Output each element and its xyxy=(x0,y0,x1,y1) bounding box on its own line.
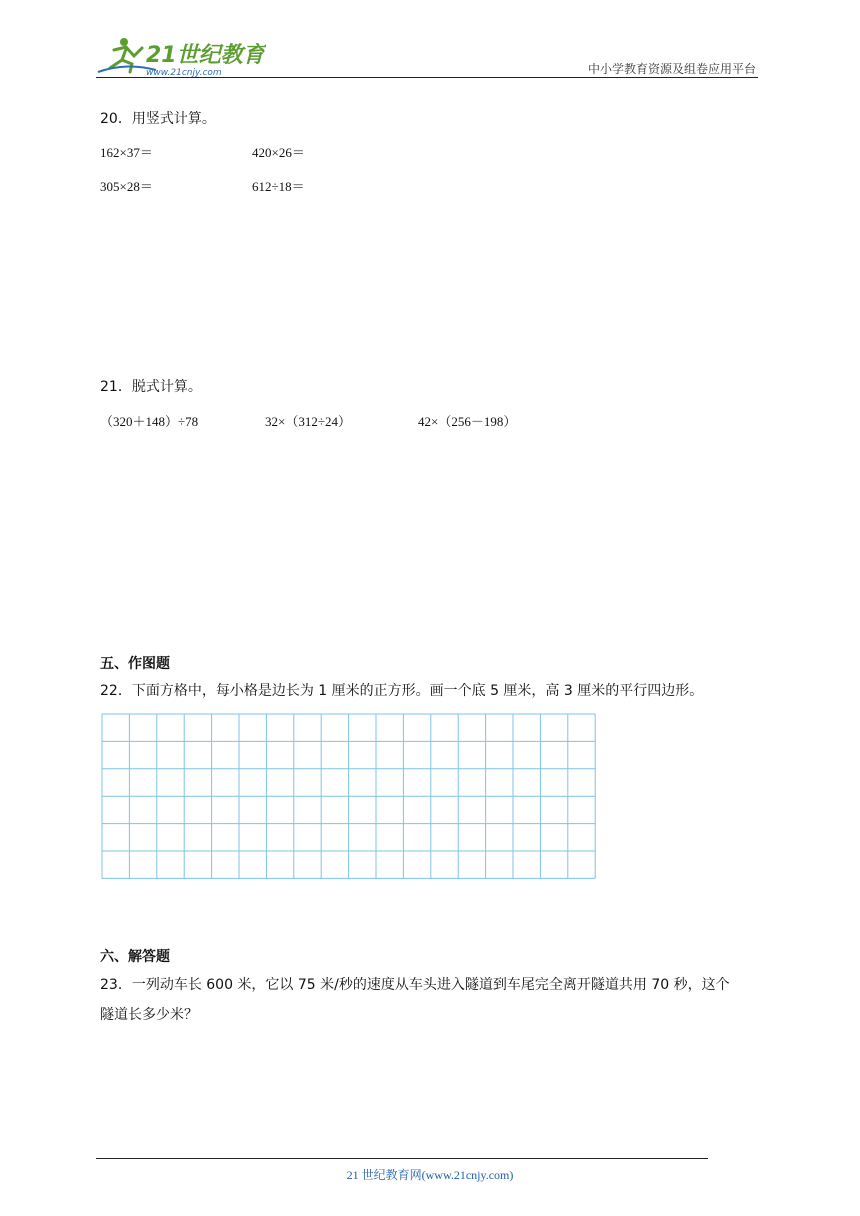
section-5-heading: 五、作图题 xyxy=(100,656,170,672)
runner-logo-icon xyxy=(96,34,266,78)
square-grid xyxy=(101,713,597,880)
drawing-grid[interactable] xyxy=(101,713,597,884)
q20-expression-1: 162×37＝ xyxy=(100,145,153,160)
question-20-title: 20．用竖式计算。 xyxy=(100,111,216,127)
q21-expression-2: 32×（312÷24） xyxy=(265,414,351,429)
site-logo xyxy=(96,34,266,78)
q20-expression-3: 305×28＝ xyxy=(100,179,153,194)
q21-expression-1: （320＋148）÷78 xyxy=(100,414,199,429)
q20-expression-4: 612÷18＝ xyxy=(252,179,305,194)
footer-divider xyxy=(96,1158,708,1159)
logo-text: 21世纪教育 xyxy=(146,43,265,68)
section-6-heading: 六、解答题 xyxy=(100,949,170,965)
q21-expression-3: 42×（256－198） xyxy=(418,414,517,429)
header-divider xyxy=(96,77,758,78)
footer-text: 21 世纪教育网(www.21cnjy.com) xyxy=(346,1168,514,1182)
question-21-title: 21．脱式计算。 xyxy=(100,379,202,395)
question-22-title: 22．下面方格中，每小格是边长为 1 厘米的正方形。画一个底 5 厘米，高 3 厘米的平行四边形。 xyxy=(100,683,704,699)
question-23-line-2: 隧道长多少米？ xyxy=(100,1007,198,1023)
header-platform-text: 中小学教育资源及组卷应用平台 xyxy=(587,62,756,76)
logo-url: www.21cnjy.com xyxy=(146,68,222,78)
q20-expression-2: 420×26＝ xyxy=(252,145,305,160)
question-23-line-1: 23．一列动车长 600 米，它以 75 米/秒的速度从车头进入隧道到车尾完全离开隧道共用 70 秒，这个 xyxy=(100,977,730,993)
